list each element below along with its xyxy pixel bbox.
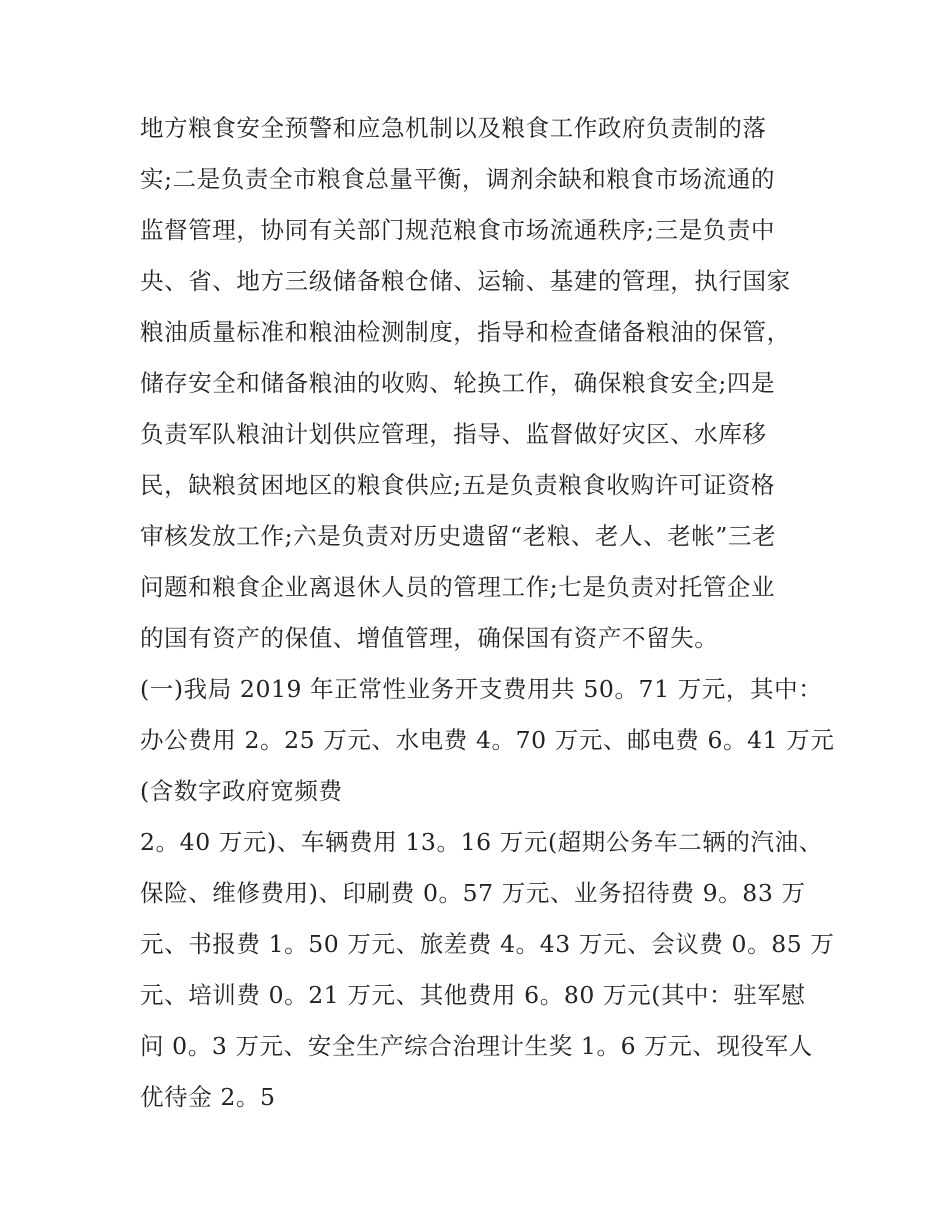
text-line: 负责军队粮油计划供应管理，指导、监督做好灾区、水库移	[140, 420, 767, 448]
text-line: 元、培训费 0。21 万元、其他费用 6。80 万元(其中：驻军慰	[140, 981, 806, 1009]
text-line: 2。40 万元)、车辆费用 13。16 万元(超期公务车二辆的汽油、	[140, 828, 823, 856]
text-line: 问题和粮食企业离退休人员的管理工作;七是负责对托管企业	[140, 573, 776, 601]
text-line: 储存安全和储备粮油的收购、轮换工作，确保粮食安全;四是	[140, 369, 776, 397]
text-line: 央、省、地方三级储备粮仓储、运输、基建的管理，执行国家	[140, 267, 791, 295]
text-line: 民，缺粮贫困地区的粮食供应;五是负责粮食收购许可证资格	[140, 471, 776, 499]
text-line: 的国有资产的保值、增值管理，确保国有资产不留失。	[140, 624, 719, 652]
text-line: 实;二是负责全市粮食总量平衡，调剂余缺和粮食市场流通的	[140, 165, 776, 193]
text-line: 办公费用 2。25 万元、水电费 4。70 万元、邮电费 6。41 万元	[140, 726, 835, 754]
text-line: 地方粮食安全预警和应急机制以及粮食工作政府负责制的落	[140, 114, 767, 142]
text-line: 监督管理，协同有关部门规范粮食市场流通秩序;三是负责中	[140, 216, 776, 244]
text-line: 优待金 2。5	[140, 1083, 276, 1111]
text-line: (一)我局 2019 年正常性业务开支费用共 50。71 万元，其中：	[140, 675, 823, 703]
text-line: 问 0。3 万元、安全生产综合治理计生奖 1。6 万元、现役军人	[140, 1032, 813, 1060]
text-line: 保险、维修费用)、印刷费 0。57 万元、业务招待费 9。83 万	[140, 879, 806, 907]
text-line: 元、书报费 1。50 万元、旅差费 4。43 万元、会议费 0。85 万	[140, 930, 835, 958]
text-line: 粮油质量标准和粮油检测制度，指导和检查储备粮油的保管，	[140, 318, 791, 346]
text-line: (含数字政府宽频费	[140, 777, 343, 805]
document-body	[140, 103, 835, 1123]
text-line: 审核发放工作;六是负责对历史遗留“老粮、老人、老帐”三老	[140, 522, 777, 550]
